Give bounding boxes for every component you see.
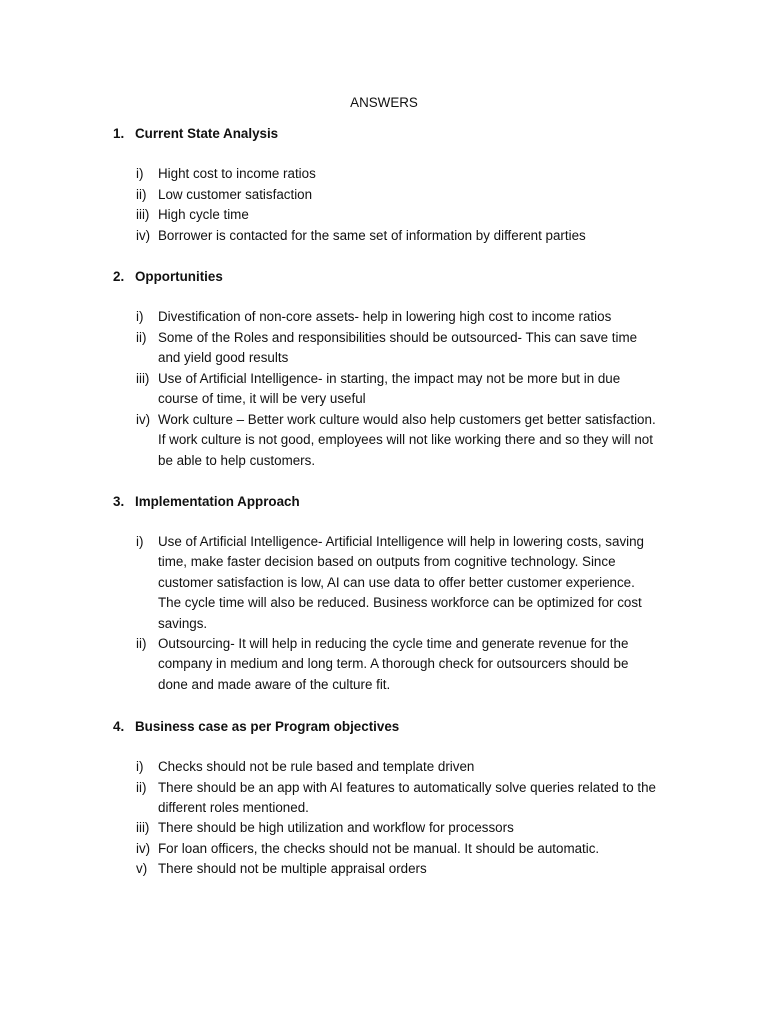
item-number: iii) [136,207,150,222]
section-title: Current State Analysis [135,126,279,141]
section-heading [113,493,683,513]
item-number: i) [136,759,144,774]
item-number: iv) [136,412,151,427]
section-title: Opportunities [135,269,223,284]
item-text: Hight cost to income ratios [158,166,316,181]
list-item [136,839,660,859]
item-number: i) [136,534,144,549]
item-number: ii) [136,187,147,202]
section-number: 1. [113,126,125,141]
item-text: Some of the Roles and responsibilities should be outsourced- This can save time and yield good results [158,330,638,366]
section-title: Business case as per Program objectives [135,719,400,734]
list-item [136,226,660,246]
section-implementation-approach [113,493,683,692]
list-item [136,634,660,695]
list-item [136,328,660,369]
item-number: iv) [136,228,151,243]
item-number: i) [136,309,144,324]
list-item [136,369,660,410]
list-item [136,307,660,327]
item-text: Checks should not be rule based and template driven [158,759,475,774]
item-text: Borrower is contacted for the same set of information by different parties [158,228,586,243]
item-number: ii) [136,780,147,795]
section-heading [113,268,683,288]
item-number: v) [136,861,148,876]
item-text: High cycle time [158,207,249,222]
section-business-case [113,718,683,876]
item-number: iii) [136,820,150,835]
list-item [136,818,660,838]
section-current-state-analysis [113,125,683,243]
item-text: There should not be multiple appraisal orders [158,861,427,876]
item-text: Use of Artificial Intelligence- in starting, the impact may not be more but in due course of time, it will be very useful [158,371,621,407]
list-item [136,778,660,819]
list-item [136,859,660,879]
list-item [136,205,660,225]
item-number: ii) [136,330,147,345]
section-number: 4. [113,719,125,734]
list-item [136,185,660,205]
item-text: Outsourcing- It will help in reducing the cycle time and generate revenue for the company in medium and long term. A thorough check for outsourcers should be done and made aware of the culture fit. [158,636,629,692]
item-text: Divestification of non-core assets- help in lowering high cost to income ratios [158,309,612,324]
list-item [136,164,660,184]
list-item [136,757,660,777]
section-heading [113,718,683,738]
list-item [136,410,660,471]
item-text: Work culture – Better work culture would also help customers get better satisfaction. If work culture is not good, employees will not like working there and so they will not be able to help customers. [158,412,656,468]
item-number: iii) [136,371,150,386]
item-text: There should be an app with AI features to automatically solve queries related to the different roles mentioned. [158,780,656,816]
list-item [136,532,660,634]
item-text: Low customer satisfaction [158,187,313,202]
item-text: There should be high utilization and workflow for processors [158,820,514,835]
item-number: iv) [136,841,151,856]
item-text: Use of Artificial Intelligence- Artificial Intelligence will help in lowering costs, saving time, make faster decision based on outputs from cognitive technology. Since customer satisfaction is low, AI can use data to offer better customer experience. The cycle time will also be reduced. Business workforce can be optimized for cost savings. [158,534,645,631]
section-heading [113,125,683,145]
document-title: ANSWERS [350,95,418,110]
item-number: ii) [136,636,147,651]
section-number: 3. [113,494,125,509]
item-number: i) [136,166,144,181]
section-number: 2. [113,269,125,284]
section-opportunities [113,268,683,468]
section-title: Implementation Approach [135,494,300,509]
item-text: For loan officers, the checks should not be manual. It should be automatic. [158,841,600,856]
